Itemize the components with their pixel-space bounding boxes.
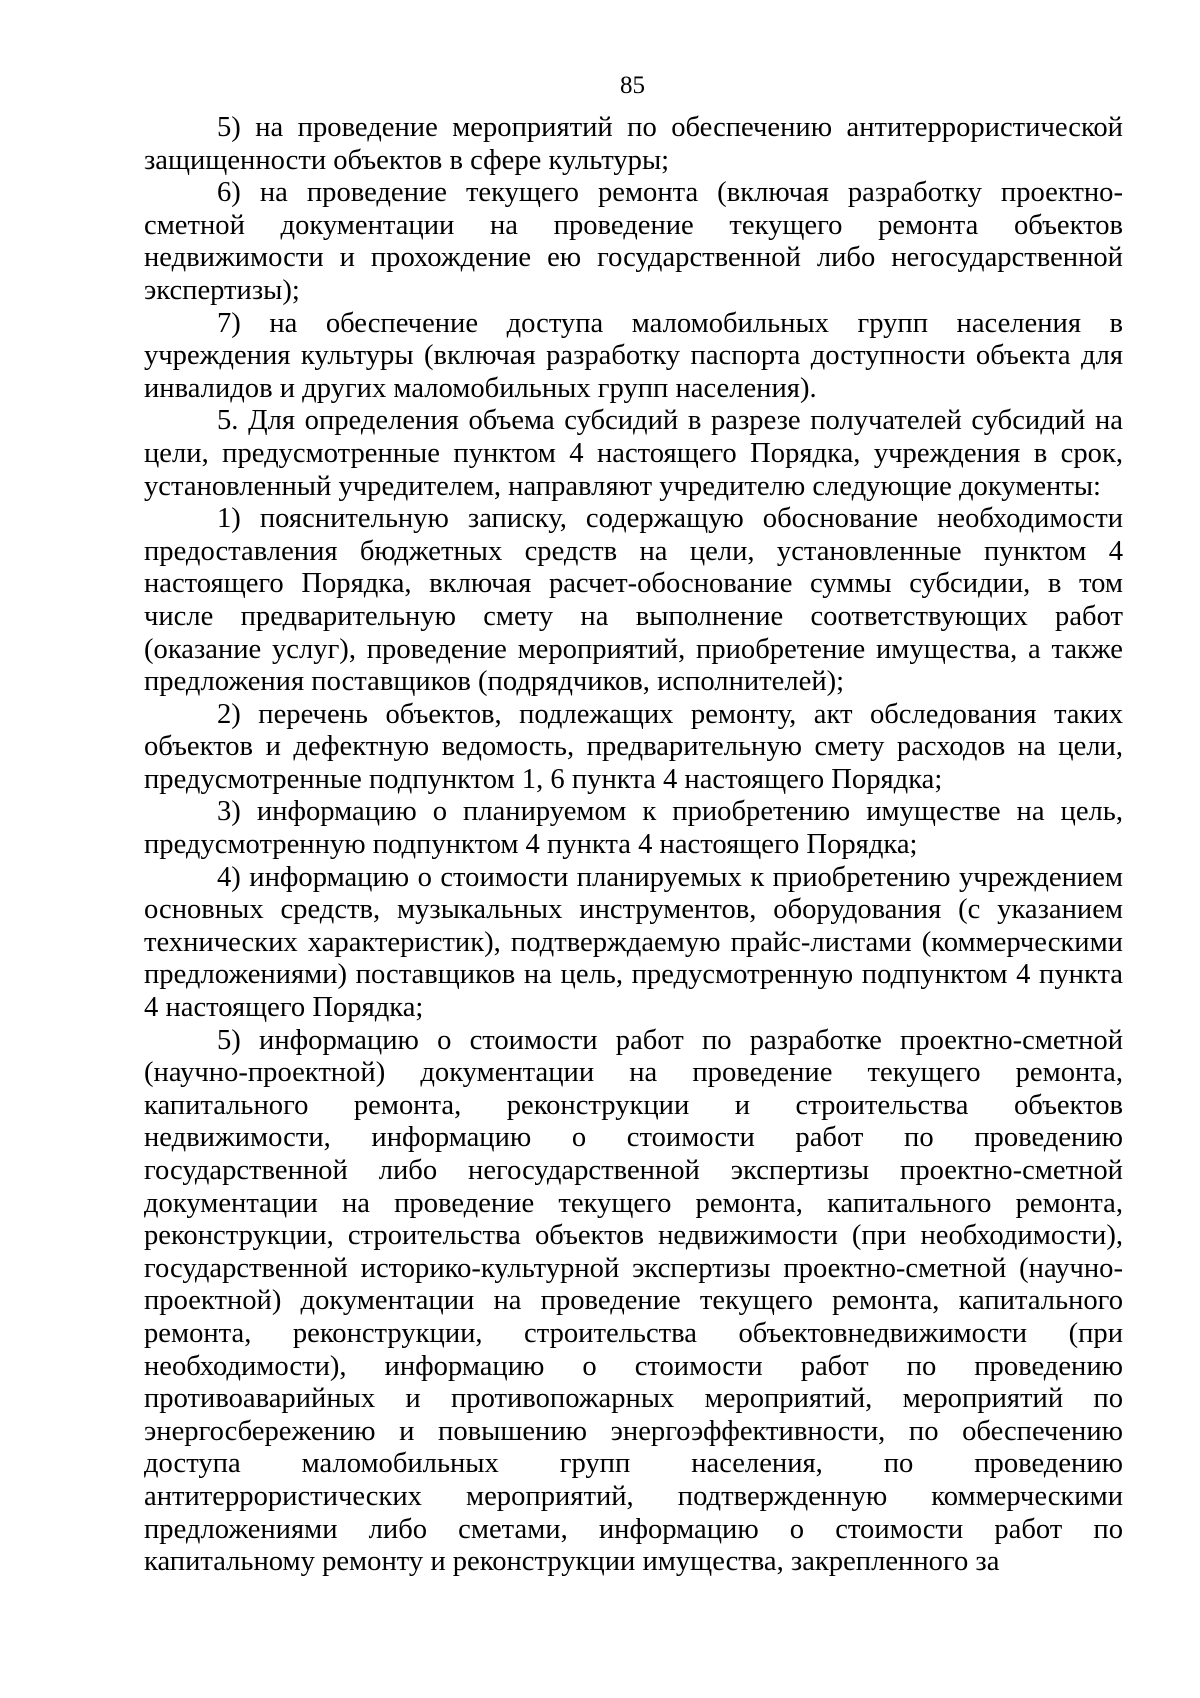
paragraph-item-6-current-repair: 6) на проведение текущего ремонта (включая разработку проектно-сметной документации на проведение текущего ремонта объектов недвижимости и прохождение ею государственной либо негосударственной экспертизы); <box>144 177 1123 306</box>
document-body <box>144 112 1123 1579</box>
paragraph-doc-4-cost-info: 4) информацию о стоимости планируемых к приобретению учреждением основных средств, музыкальных инструментов, оборудования (с указанием технических характеристик), подтверждаемую прайс-листами (коммерческими предложениями) поставщиков на цель, предусмотренную подпунктом 4 пункта 4 настоящего Порядка; <box>144 861 1123 1024</box>
page-number: 85 <box>620 72 645 99</box>
paragraph-doc-1-explanatory-note: 1) пояснительную записку, содержащую обоснование необходимости предоставления бюджетных средств на цели, установленные пунктом 4 настоящего Порядка, включая расчет-обоснование суммы субсидии, в том числе предварительную смету на выполнение соответствующих работ (оказание услуг), проведение мероприятий, приобретение имущества, а также предложения поставщиков (подрядчиков, исполнителей); <box>144 503 1123 698</box>
paragraph-doc-2-object-list: 2) перечень объектов, подлежащих ремонту, акт обследования таких объектов и дефектную ведомость, предварительную смету расходов на цели, предусмотренные подпунктом 1, 6 пункта 4 настоящего Порядка; <box>144 698 1123 795</box>
paragraph-item-5-antiterror: 5) на проведение мероприятий по обеспечению антитеррористической защищенности объектов в сфере культуры; <box>144 112 1123 176</box>
paragraph-doc-3-property-info: 3) информацию о планируемом к приобретению имуществе на цель, предусмотренную подпунктом 4 пункта 4 настоящего Порядка; <box>144 796 1123 861</box>
paragraph-section-5-volume: 5. Для определения объема субсидий в разрезе получателей субсидий на цели, предусмотренные пунктом 4 настоящего Порядка, учреждения в срок, установленный учредителем, направляют учредителю следующие документы: <box>144 405 1123 502</box>
paragraph-item-7-accessibility: 7) на обеспечение доступа маломобильных групп населения в учреждения культуры (включая разработку паспорта доступности объекта для инвалидов и других маломобильных групп населения). <box>144 307 1123 404</box>
paragraph-doc-5-works-cost: 5) информацию о стоимости работ по разработке проектно-сметной (научно-проектной) документации на проведение текущего ремонта, капитального ремонта, реконструкции и строительства объектов недвижимости, информацию о стоимости работ по проведению государственной либо негосударственной экспертизы проектно-сметной документации на проведение текущего ремонта, капитального ремонта, реконструкции, строительства объектов недвижимости (при необходимости), государственной историко-культурной экспертизы проектно-сметной (научно-проектной) документации на проведение текущего ремонта, капитального ремонта, реконструкции, строительства объектовнедвижимости (при необходимости), информацию о стоимости работ по проведению противоаварийных и противопожарных мероприятий, мероприятий по энергосбережению и повышению энергоэффективности, по обеспечению доступа маломобильных групп населения, по проведению антитеррористических мероприятий, подтвержденную коммерческими предложениями либо сметами, информацию о стоимости работ по капитальному ремонту и реконструкции имущества, закрепленного за <box>144 1024 1123 1578</box>
